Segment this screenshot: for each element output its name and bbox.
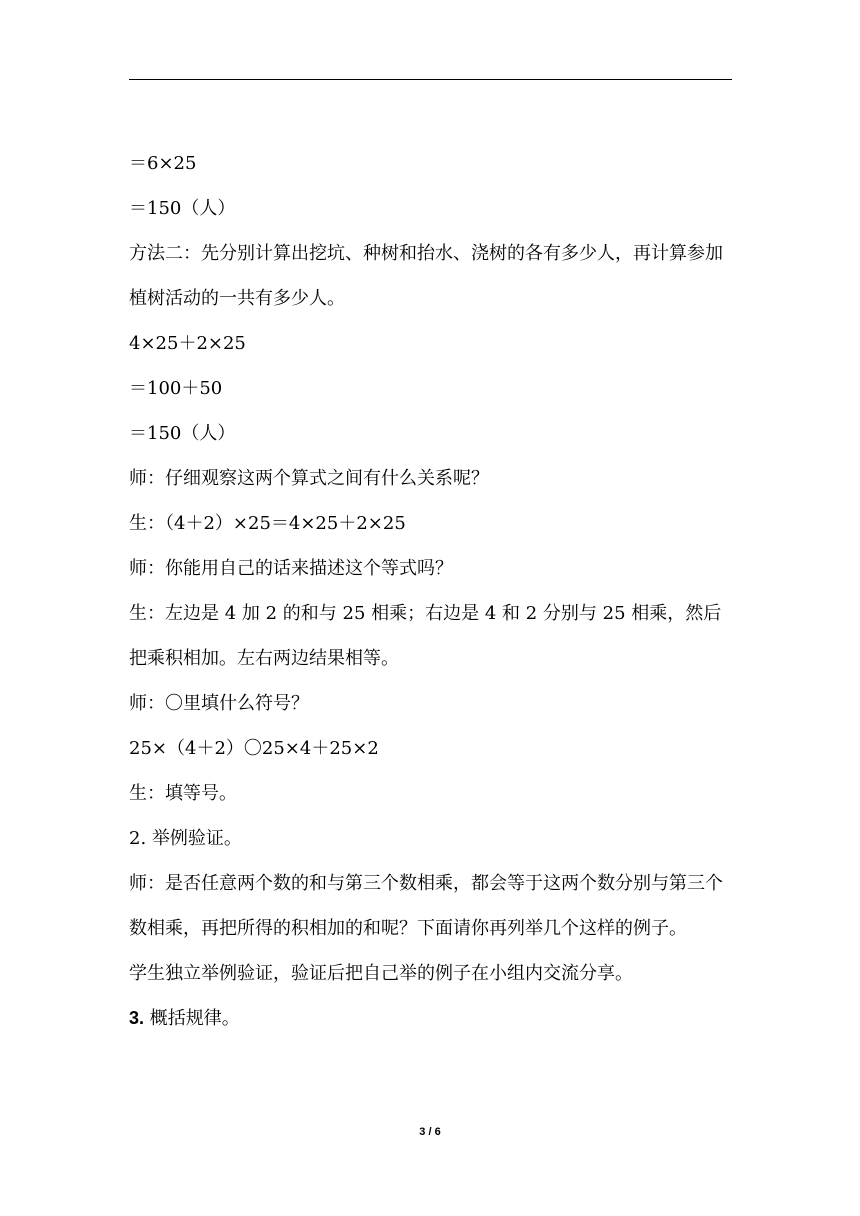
teacher-question: 师：是否任意两个数的和与第三个数相乘，都会等于这两个数分别与第三个数相乘，再把所得的积相加的和呢？下面请你再列举几个这样的例子。	[129, 873, 723, 939]
method-two-paragraph: 方法二：先分别计算出挖坑、种树和抬水、浇树的各有多少人，再计算参加植树活动的一共有多少人。	[129, 243, 723, 309]
equation-line: 4×25＋2×25	[129, 333, 246, 354]
student-answer: 生：填等号。	[129, 783, 237, 804]
activity-paragraph: 学生独立举例验证，验证后把自己举的例子在小组内交流分享。	[129, 963, 633, 984]
header-rule	[129, 79, 732, 80]
equation-result: ＝150（人）	[129, 423, 236, 444]
equation-result: ＝150（人）	[129, 198, 236, 219]
student-answer: 生：左边是 4 加 2 的和与 25 相乘；右边是 4 和 2 分别与 25 相乘，然后把乘积相加。左右两边结果相等。	[129, 603, 722, 669]
teacher-question: 师：你能用自己的话来描述这个等式吗？	[129, 558, 453, 579]
equation-line: ＝100＋50	[129, 378, 223, 399]
section-title: 概括规律。	[149, 1008, 240, 1029]
section-heading: 2. 举例验证。	[129, 828, 242, 849]
document-body	[129, 141, 732, 1041]
equation-line: 25×（4＋2）〇25×4＋25×2	[129, 738, 379, 759]
section-heading	[129, 996, 732, 1041]
section-number: 3.	[129, 1008, 145, 1028]
equation-line: ＝6×25	[129, 153, 197, 174]
teacher-question: 师：〇里填什么符号？	[129, 693, 309, 714]
teacher-question: 师：仔细观察这两个算式之间有什么关系呢？	[129, 468, 489, 489]
student-answer: 生：（4＋2）×25＝4×25＋2×25	[129, 513, 406, 534]
page-indicator: 3 / 6	[419, 1126, 441, 1138]
